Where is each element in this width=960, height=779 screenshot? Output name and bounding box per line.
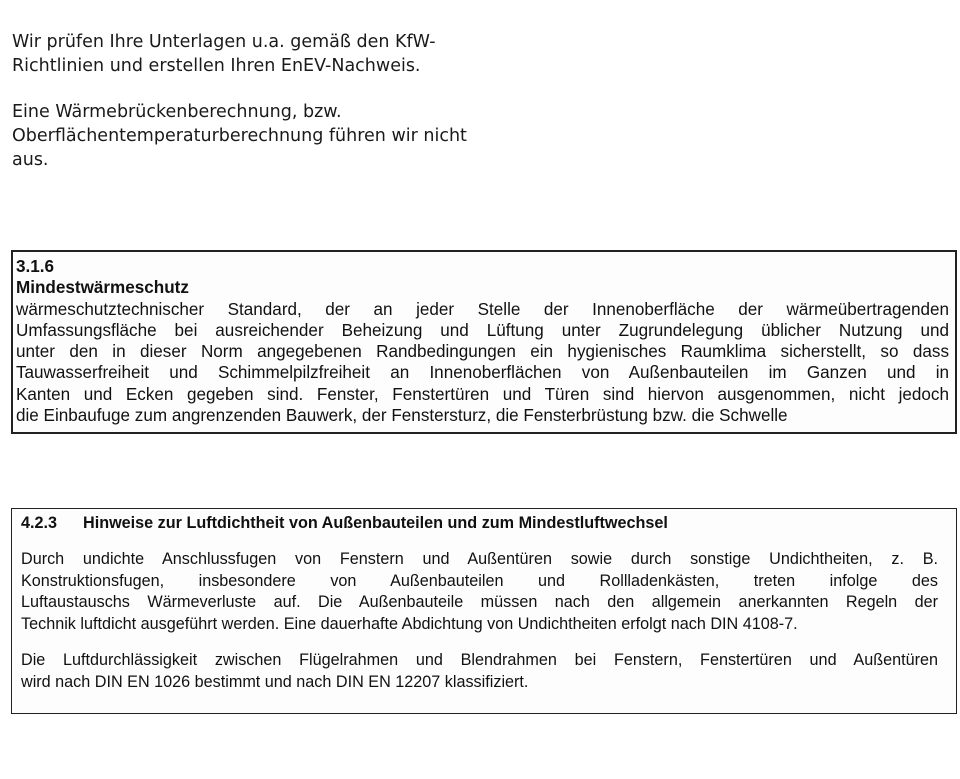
section-heading bbox=[21, 513, 938, 535]
intro-line: Wir prüfen Ihre Unterlagen u.a. gemäß den KfW- bbox=[12, 32, 436, 52]
excerpt-box-mindestwaermeschutz bbox=[11, 250, 957, 434]
intro-line: Richtlinien und erstellen Ihren EnEV-Nachweis. bbox=[12, 56, 421, 76]
text-line: Tauwasserfreiheit und Schimmelpilzfreiheit an Innenoberflächen von Außenbauteilen im Ganzen und in bbox=[16, 363, 949, 383]
text-line: Luftaustauschs Wärmeverluste auf. Die Außenbauteile müssen nach den allgemein anerkannten Regeln der bbox=[21, 593, 938, 612]
text-line: unter den in dieser Norm angegebenen Randbedingungen ein hygienisches Raumklima sicherstellt, so dass bbox=[16, 342, 949, 362]
intro-line: aus. bbox=[12, 150, 49, 170]
intro-line: Eine Wärmebrückenberechnung, bzw. bbox=[12, 102, 342, 122]
text-line: wird nach DIN EN 1026 bestimmt und nach DIN EN 12207 klassifiziert. bbox=[21, 672, 529, 691]
section-title: Hinweise zur Luftdichtheit von Außenbauteilen und zum Mindestluftwechsel bbox=[83, 514, 668, 532]
definition-text bbox=[16, 299, 949, 427]
excerpt-box-luftdichtheit bbox=[11, 508, 957, 714]
text-line: Umfassungsfläche bei ausreichender Beheizung und Lüftung unter Zugrundelegung üblicher Nutzung und bbox=[16, 320, 949, 340]
paragraph-1 bbox=[21, 549, 938, 636]
section-number: 3.1.6 bbox=[16, 257, 55, 276]
intro-text bbox=[12, 30, 512, 172]
text-line: Konstruktionsfugen, insbesondere von Außenbauteilen und Rollladenkästen, treten infolge des bbox=[21, 571, 938, 590]
intro-paragraph-2 bbox=[12, 100, 512, 172]
text-line: Die Luftdurchlässigkeit zwischen Flügelrahmen und Blendrahmen bei Fenstern, Fenstertüren und Außentüren bbox=[21, 650, 938, 669]
intro-paragraph-1 bbox=[12, 30, 512, 78]
section-title: Mindestwärmeschutz bbox=[16, 278, 189, 298]
text-line: Technik luftdicht ausgeführt werden. Eine dauerhafte Abdichtung von Undichtheiten erfolgt nach DIN 4108-7. bbox=[21, 615, 798, 634]
intro-line: Oberflächentemperaturberechnung führen wir nicht bbox=[12, 126, 467, 146]
section-number: 4.2.3 bbox=[21, 514, 58, 532]
text-line: Kanten und Ecken gegeben sind. Fenster, Fenstertüren und Türen sind hiervon ausgenommen, nicht jedoch bbox=[16, 384, 949, 404]
paragraph-2 bbox=[21, 650, 938, 694]
text-line: die Einbaufuge zum angrenzenden Bauwerk, der Fenstersturz, die Fensterbrüstung bzw. die Schwelle bbox=[16, 406, 788, 426]
text-line: wärmeschutztechnischer Standard, der an jeder Stelle der Innenoberfläche der wärmeübertragenden bbox=[16, 299, 949, 319]
text-line: Durch undichte Anschlussfugen von Fenstern und Außentüren sowie durch sonstige Undichtheiten, z. B. bbox=[21, 549, 938, 568]
